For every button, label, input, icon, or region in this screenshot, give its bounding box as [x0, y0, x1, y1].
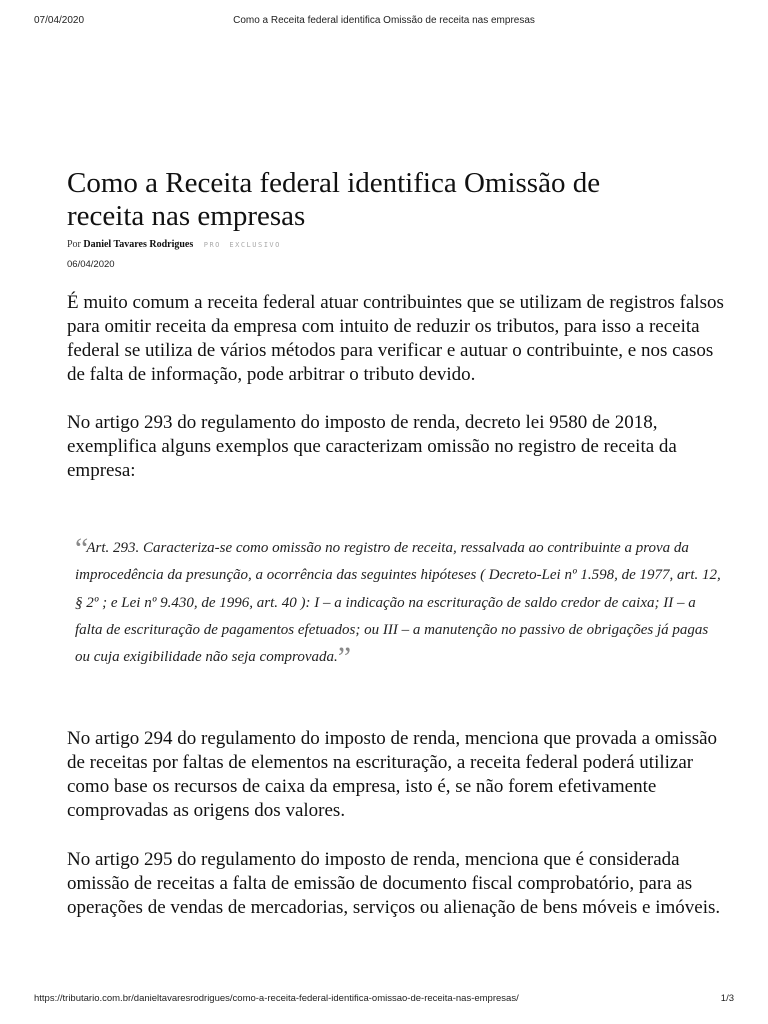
print-url: https://tributario.com.br/danieltavaresrodrigues/como-a-receita-federal-identifica-omissao-de-receita-nas-empresas/	[34, 993, 519, 1004]
author-name[interactable]: Daniel Tavares Rodrigues	[83, 239, 194, 250]
paragraph-art-293: No artigo 293 do regulamento do imposto de renda, decreto lei 9580 de 2018, exemplifica alguns exemplos que caracterizam omissão no registro de receita da empresa:	[67, 412, 677, 481]
byline-prefix: Por	[67, 239, 81, 250]
print-date: 07/04/2020	[34, 15, 85, 26]
close-quote-icon: ”	[337, 641, 350, 675]
quote-text: Art. 293. Caracteriza-se como omissão no registro de receita, ressalvada ao contribuinte a prova da improcedência da presunção, a ocorrência das seguintes hipóteses ( Decreto-Lei nº 1.598, de 1977, art. 12, § 2º ; e Lei nº 9.430, de 1996, art. 40 ): I – a indicação na escrituração de saldo credor de caixa; II – a falta de escrituração de pagamentos efetuados; ou III – a manutenção no passivo de obrigações já pagas ou cuja exigibilidade não seja comprovada.	[75, 540, 721, 666]
paragraph-art-295: No artigo 295 do regulamento do imposto de renda, menciona que é considerada omissão de receitas a falta de emissão de documento fiscal comprobatório, para as operações de vendas de mercadorias, serviços ou alienação de bens móveis e imóveis.	[67, 849, 721, 918]
paragraph-intro: É muito comum a receita federal atuar contribuintes que se utilizam de registros falsos para omitir receita da empresa com intuito de reduzir os tributos, para isso a receita federal se utiliza de vários métodos para verificar e autuar o contribuinte, e nos casos de falta de informação, pode arbitrar o tributo devido.	[67, 292, 724, 385]
article-title: Como a Receita federal identifica Omissão de receita nas empresas	[67, 167, 601, 232]
tag-pro: PRO	[203, 241, 221, 249]
tag-exclusivo: EXCLUSIVO	[229, 241, 281, 249]
print-header	[0, 15, 768, 29]
blockquote-art-293	[75, 532, 725, 675]
open-quote-icon: “	[75, 532, 87, 565]
print-page-title: Como a Receita federal identifica Omissão de receita nas empresas	[233, 15, 535, 26]
article	[67, 167, 727, 483]
page-number: 1/3	[720, 993, 734, 1004]
print-footer	[0, 993, 768, 1007]
publish-date: 06/04/2020	[67, 259, 115, 270]
article-continued	[67, 727, 727, 920]
byline	[67, 238, 727, 252]
paragraph-art-294: No artigo 294 do regulamento do imposto de renda, menciona que provada a omissão de receitas por faltas de elementos na escrituração, a receita federal poderá utilizar como base os recursos de caixa da empresa, isto é, se não forem efetivamente comprovadas as origens dos valores.	[67, 728, 718, 821]
